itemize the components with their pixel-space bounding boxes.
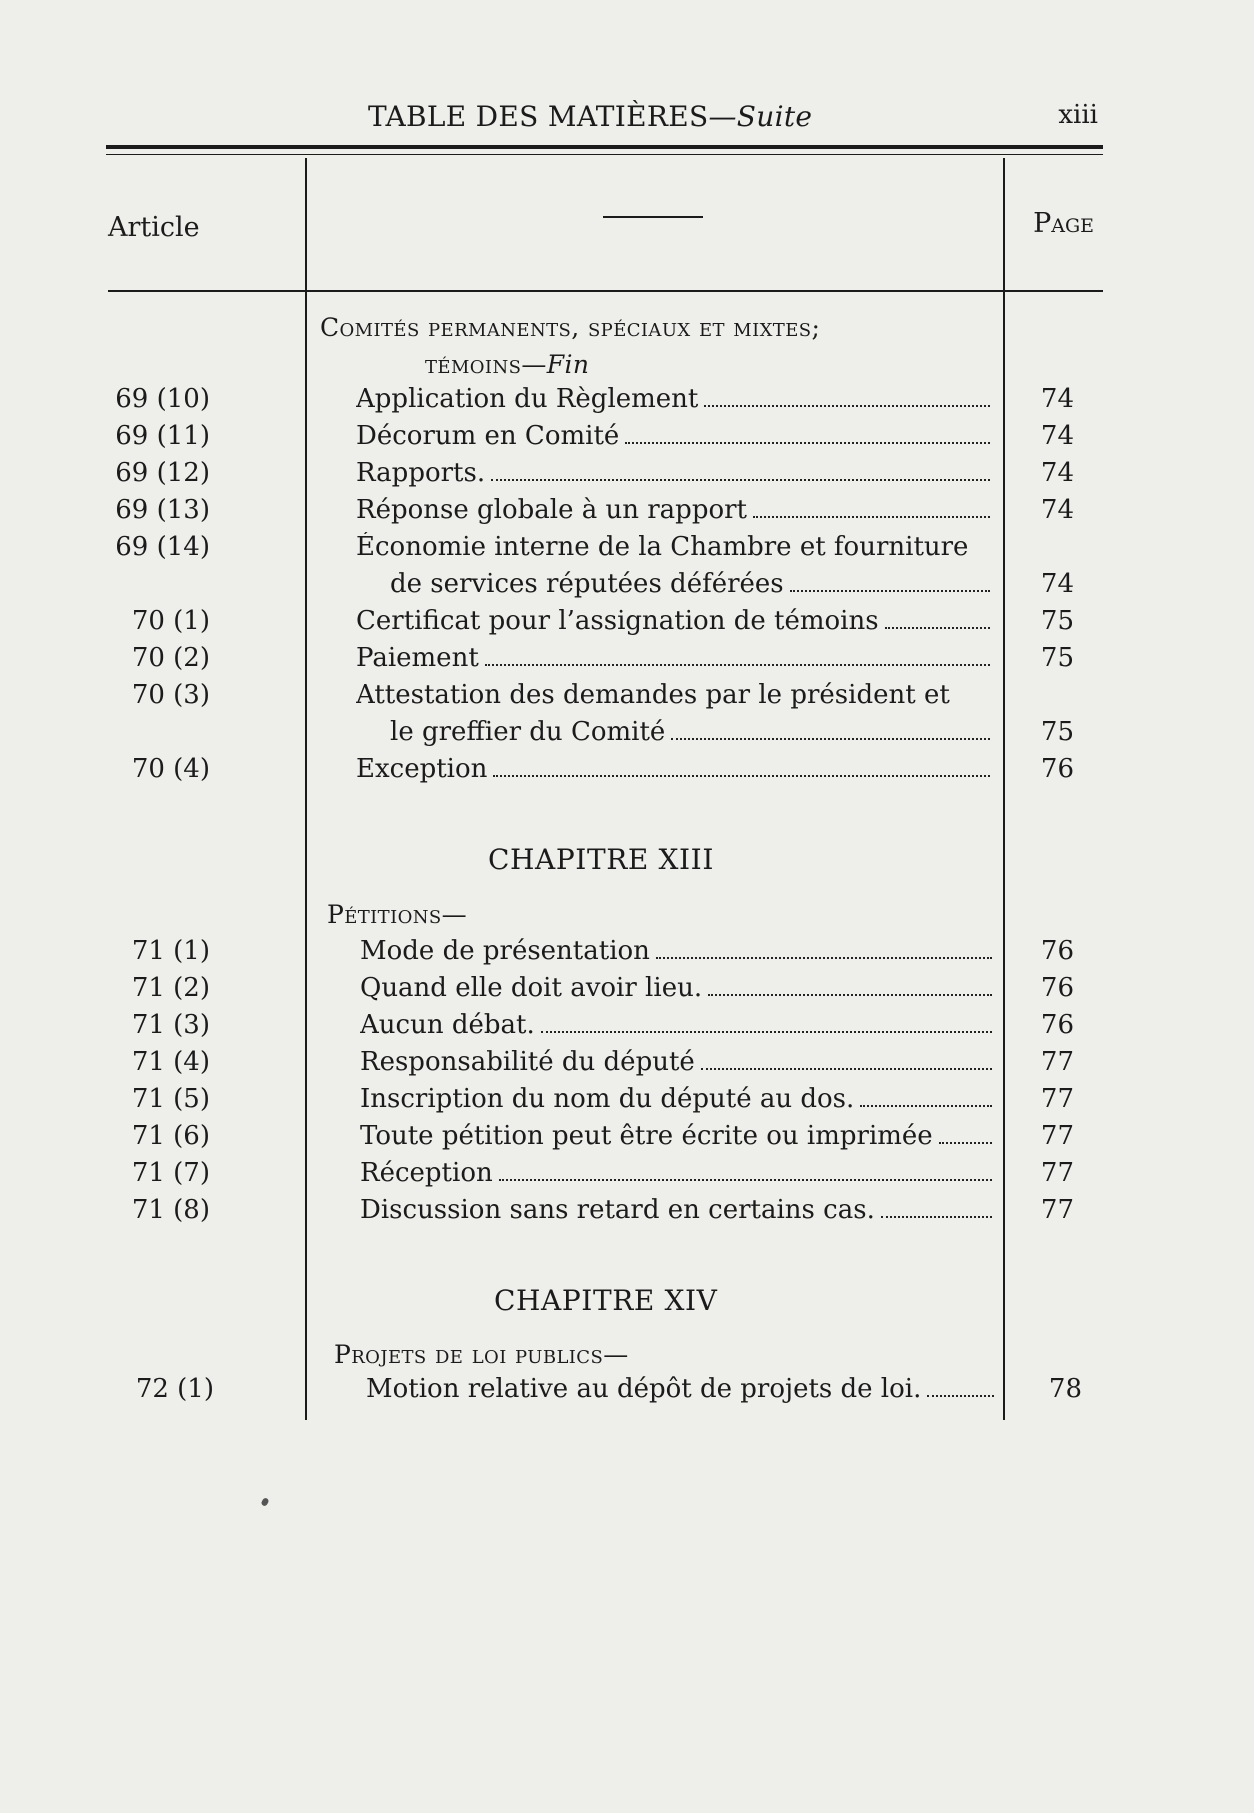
running-title-suite: —Suite: [708, 100, 813, 133]
toc-row: [0, 421, 1254, 455]
article-number: 70 (2): [131, 643, 210, 673]
toc-row-page: [0, 717, 1254, 751]
page-number: 77: [1040, 1121, 1074, 1151]
entry: [360, 1121, 996, 1151]
header-separator: [108, 290, 1103, 292]
article-number: 70 (4): [131, 754, 210, 784]
entry: [360, 1010, 996, 1040]
page-number: 76: [1040, 973, 1074, 1003]
toc-row: [0, 384, 1254, 418]
toc-row: [0, 643, 1254, 677]
toc-row: [0, 495, 1254, 529]
toc-row: [0, 1195, 1254, 1229]
running-title-main: TABLE DES MATIÈRES: [368, 100, 709, 133]
entry-text: Réception: [360, 1158, 493, 1188]
toc-row: [0, 1121, 1254, 1155]
column-divider-right: [1003, 158, 1005, 1420]
entry: [360, 1158, 996, 1188]
toc-row: [0, 754, 1254, 788]
leader-dots: [704, 405, 990, 407]
page-number: 77: [1040, 1084, 1074, 1114]
entry-text: Responsabilité du député: [360, 1047, 695, 1077]
entry: [360, 973, 996, 1003]
entry-text: Réponse globale à un rapport: [356, 495, 747, 525]
section-heading-line2-italic: Fin: [546, 350, 590, 379]
article-number: 71 (1): [131, 936, 210, 966]
article-number: 71 (5): [131, 1084, 210, 1114]
entry: [356, 606, 994, 636]
page-number: 74: [1040, 384, 1074, 414]
page-number: 76: [1040, 754, 1074, 784]
toc-row: [0, 606, 1254, 640]
entry-text: Inscription du nom du député au dos.: [360, 1084, 855, 1114]
section-heading-line2: [425, 350, 589, 379]
page-number: 75: [1040, 717, 1074, 747]
leader-dots: [708, 994, 992, 996]
entry: [366, 1374, 998, 1404]
toc-row: [0, 680, 1254, 714]
article-number: 69 (12): [115, 458, 210, 488]
toc-row: [0, 1158, 1254, 1192]
article-number: 72 (1): [135, 1374, 214, 1404]
article-number: 70 (1): [131, 606, 210, 636]
article-number: 71 (7): [131, 1158, 210, 1188]
page-folio: xiii: [1058, 100, 1098, 130]
entry-text: Exception: [356, 754, 488, 784]
entry-text: Décorum en Comité: [356, 421, 620, 451]
entry-text: Motion relative au dépôt de projets de loi.: [366, 1374, 922, 1404]
leader-dots: [881, 1216, 992, 1218]
article-number: 70 (3): [131, 680, 210, 710]
entry: [360, 1195, 996, 1225]
toc-row: [0, 1084, 1254, 1118]
entry: [356, 458, 994, 488]
column-header-dash: [603, 216, 703, 218]
entry: [356, 421, 994, 451]
entry-text: Application du Règlement: [356, 384, 699, 414]
column-header-page: Page: [1033, 208, 1094, 239]
page-number: 77: [1040, 1047, 1074, 1077]
entry-text: Discussion sans retard en certains cas.: [360, 1195, 875, 1225]
article-number: 71 (8): [131, 1195, 210, 1225]
entry-text: Rapports.: [356, 458, 486, 488]
article-number: 69 (11): [115, 421, 210, 451]
toc-row-page: [0, 569, 1254, 603]
leader-dots: [885, 627, 990, 629]
page-number: 76: [1040, 936, 1074, 966]
leader-dots: [491, 479, 990, 481]
page-number: 74: [1040, 421, 1074, 451]
article-number: 71 (6): [131, 1121, 210, 1151]
leader-dots: [541, 1031, 992, 1033]
toc-row: [0, 532, 1254, 566]
page-number: 76: [1040, 1010, 1074, 1040]
entry: [356, 495, 994, 525]
entry-text: Certificat pour l’assignation de témoins: [356, 606, 879, 636]
header-rule-thick: [106, 145, 1103, 149]
leader-dots: [485, 664, 990, 666]
page-number: 74: [1040, 495, 1074, 525]
leader-dots: [939, 1142, 992, 1144]
toc-row: [0, 1047, 1254, 1081]
article-number: 69 (10): [115, 384, 210, 414]
toc-row: [0, 1010, 1254, 1044]
entry-text: Toute pétition peut être écrite ou imprimée: [360, 1121, 933, 1151]
article-number: 71 (3): [131, 1010, 210, 1040]
entry: [356, 532, 994, 562]
entry-text: Économie interne de la Chambre et fourniture: [356, 532, 969, 562]
entry-text: Aucun débat.: [360, 1010, 535, 1040]
toc-row: [0, 458, 1254, 492]
page-number: 77: [1040, 1158, 1074, 1188]
toc-row: [0, 973, 1254, 1007]
leader-dots: [499, 1179, 992, 1181]
page-number: 74: [1040, 569, 1074, 599]
leader-dots: [860, 1105, 992, 1107]
chapter-title-13: CHAPITRE XIII: [488, 843, 714, 876]
column-divider-left: [305, 158, 307, 1420]
toc-row: [0, 936, 1254, 970]
chapter-title-14: CHAPITRE XIV: [494, 1284, 718, 1317]
chapter-13-heading: Pétitions—: [327, 900, 468, 929]
leader-dots: [927, 1395, 994, 1397]
leader-dots: [753, 516, 990, 518]
leader-dots: [656, 957, 992, 959]
leader-dots: [701, 1068, 992, 1070]
article-number: 71 (2): [131, 973, 210, 1003]
entry-continuation-text: de services réputées déférées: [390, 569, 784, 599]
entry: [356, 754, 994, 784]
entry-continuation-text: le greffier du Comité: [390, 717, 666, 747]
article-number: 69 (14): [115, 532, 210, 562]
entry-text: Mode de présentation: [360, 936, 650, 966]
page-number: 75: [1040, 643, 1074, 673]
section-heading-line2-text: témoins—: [425, 350, 547, 379]
entry-text: Paiement: [356, 643, 479, 673]
leader-dots: [625, 442, 990, 444]
entry-text: Quand elle doit avoir lieu.: [360, 973, 703, 1003]
page-number: 78: [1048, 1374, 1082, 1404]
toc-row: [0, 1374, 1254, 1408]
entry: [360, 1084, 996, 1114]
leader-dots: [493, 775, 990, 777]
page-number: 77: [1040, 1195, 1074, 1225]
column-header-article: Article: [108, 212, 200, 243]
section-heading-line1: Comités permanents, spéciaux et mixtes;: [320, 313, 821, 342]
chapter-14-heading: Projets de loi publics—: [334, 1340, 629, 1369]
running-title: [368, 100, 812, 133]
ink-speck: [260, 1497, 269, 1507]
entry: [356, 680, 994, 710]
page-number: 74: [1040, 458, 1074, 488]
entry-text: Attestation des demandes par le président et: [356, 680, 950, 710]
header-rule-thin: [106, 154, 1103, 155]
page-number: 75: [1040, 606, 1074, 636]
entry: [360, 936, 996, 966]
entry: [360, 1047, 996, 1077]
article-number: 71 (4): [131, 1047, 210, 1077]
entry: [356, 643, 994, 673]
entry: [356, 384, 994, 414]
article-number: 69 (13): [115, 495, 210, 525]
